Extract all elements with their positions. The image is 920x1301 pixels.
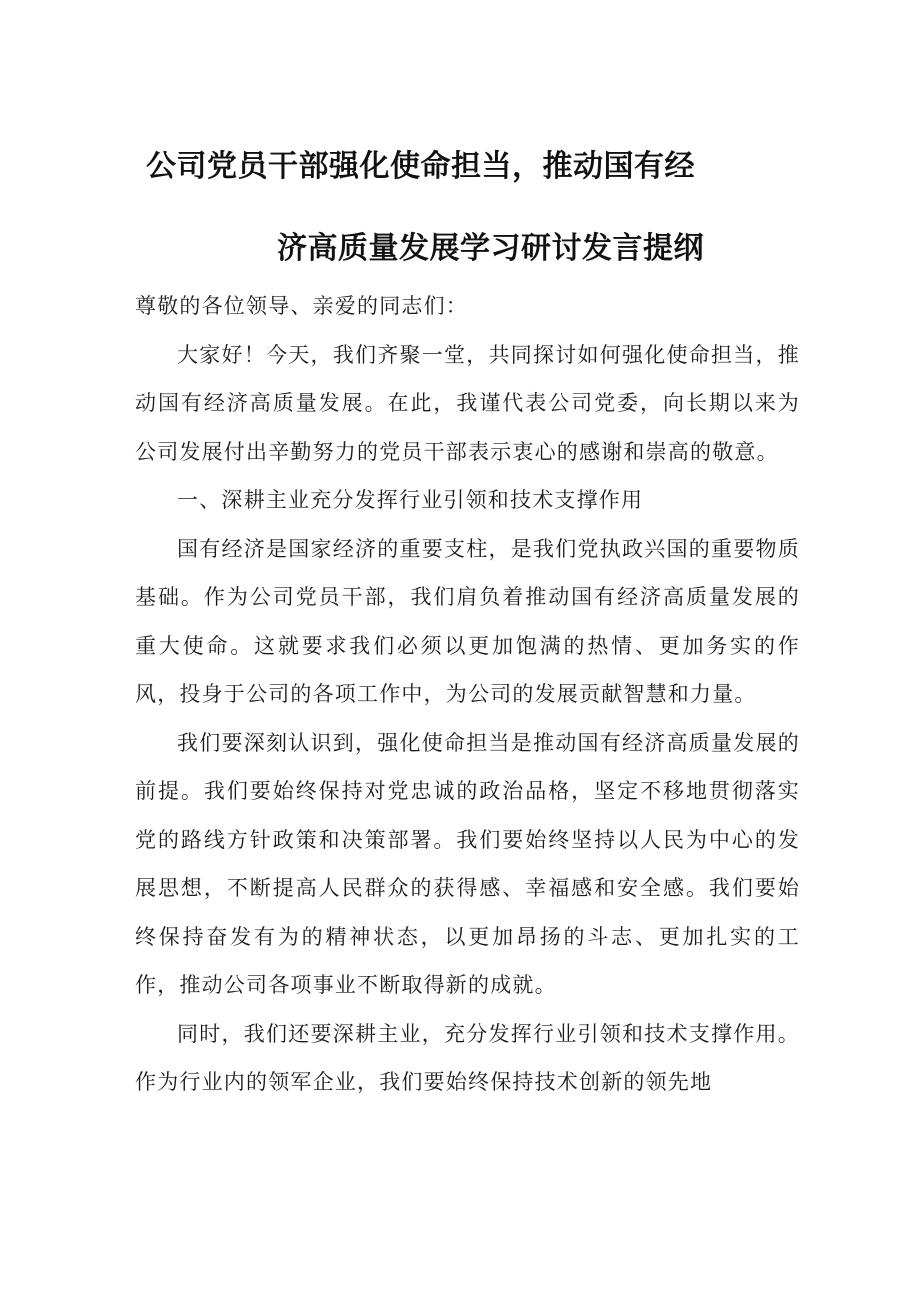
paragraph-main-business: 同时，我们还要深耕主业，充分发挥行业引领和技术支撑作用。作为行业内的领军企业，我们要始终保持技术创新的领先地 [135,1021,800,1094]
document-body [135,282,800,1107]
salutation: 尊敬的各位领导、亲爱的同志们： [135,294,468,318]
paragraph-greeting: 大家好！今天，我们齐聚一堂，共同探讨如何强化使命担当，推动国有经济高质量发展。在此，我谨代表公司党委，向长期以来为公司发展付出辛勤努力的党员干部表示衷心的感谢和崇高的敬意。 [135,342,800,464]
document-title-line-2: 济高质量发展学习研讨发言提纲 [277,231,704,266]
paragraph-mission: 我们要深刻认识到，强化使命担当是推动国有经济高质量发展的前提。我们要始终保持对党忠诚的政治品格，坚定不移地贯彻落实党的路线方针政策和决策部署。我们要始终坚持以人民为中心的发展思想，不断提高人民群众的获得感、幸福感和安全感。我们要始终保持奋发有为的精神状态，以更加昂扬的斗志、更加扎实的工作，推动公司各项事业不断取得新的成就。 [135,730,800,997]
paragraph-state-economy: 国有经济是国家经济的重要支柱，是我们党执政兴国的重要物质基础。作为公司党员干部，我们肩负着推动国有经济高质量发展的重大使命。这就要求我们必须以更加饱满的热情、更加务实的作风，投身于公司的各项工作中，为公司的发展贡献智慧和力量。 [135,536,800,706]
section-heading-1: 一、深耕主业充分发挥行业引领和技术支撑作用 [177,488,644,512]
document-title-line-1: 公司党员干部强化使命担当，推动国有经 [146,149,695,184]
